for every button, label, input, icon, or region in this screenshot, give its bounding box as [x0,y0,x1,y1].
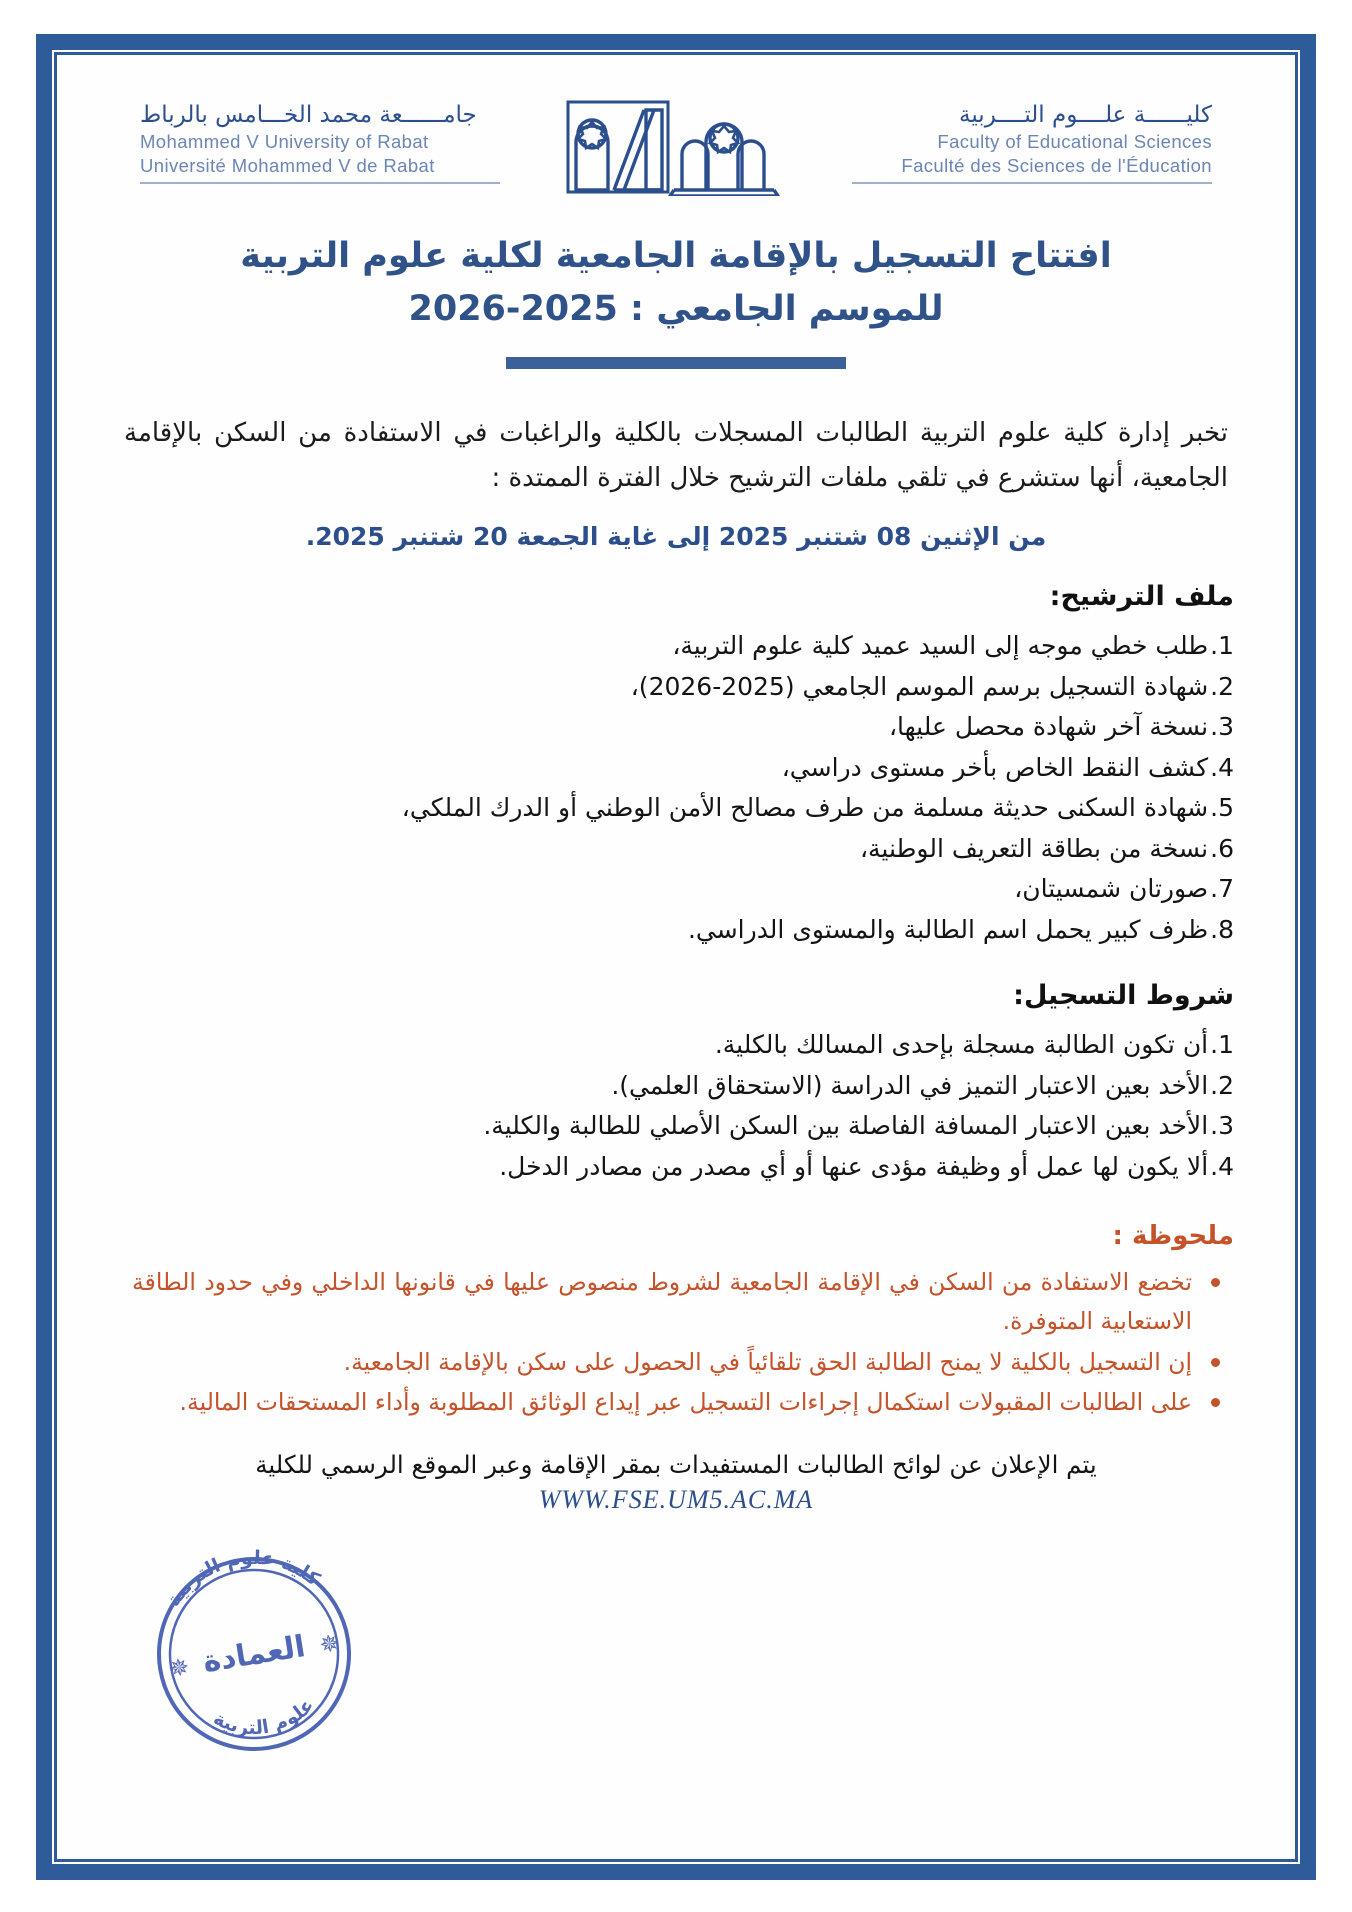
faculty-logo-rule [852,182,1212,184]
university-logo-block [140,102,500,184]
list-item: 5.شهادة السكنى حديثة مسلمة من طرف مصالح الأمن الوطني أو الدرك الملكي، [401,793,1234,823]
title-underline-bar [506,357,846,369]
svg-text:✵: ✵ [167,1652,192,1684]
list-item-text: شهادة السكنى حديثة مسلمة من طرف مصالح الأمن الوطني أو الدرك الملكي، [401,793,1209,823]
list-item: 1.طلب خطي موجه إلى السيد عميد كلية علوم التربية، [672,631,1234,661]
documents-list [118,626,1234,950]
footer-announcement-text: يتم الإعلان عن لوائح الطالبات المستفيدات بمقر الإقامة وعبر الموقع الرسمي للكلية [255,1449,1097,1479]
section-heading-conditions: شروط التسجيل: [1013,980,1234,1012]
intro-paragraph: تخبر إدارة كلية علوم التربية الطالبات المسجلات بالكلية والراغبات في الاستفادة من السكن بالإقامة الجامعية، أنها ستشرع في تلقي ملفات الترشيح خلال الفترة الممتدة : [124,418,1228,493]
faculty-name-english: Faculty of Educational Sciences [937,131,1212,153]
list-item: 3.الأخد بعين الاعتبار المسافة الفاصلة بين السكن الأصلي للطالبة والكلية. [483,1111,1234,1141]
university-name-french: Université Mohammed V de Rabat [140,154,435,176]
list-item-text: ألا يكون لها عمل أو وظيفة مؤدى عنها أو أي مصدر من مصادر الدخل. [499,1151,1209,1181]
list-item: إن التسجيل بالكلية لا يمنح الطالبة الحق تلقائياً في الحصول على سكن بالإقامة الجامعية. [132,1343,1228,1382]
list-item: 2.شهادة التسجيل برسم الموسم الجامعي (2025-2026)، [630,671,1234,701]
application-period-date: من الإثنين 08 شتنبر 2025 إلى غاية الجمعة 20 شتنبر 2025. [305,522,1047,552]
list-item: 4.ألا يكون لها عمل أو وظيفة مؤدى عنها أو أي مصدر من مصادر الدخل. [499,1151,1234,1181]
section-heading-documents: ملف الترشيح: [1049,581,1234,613]
institution-crest-icon [561,98,791,196]
university-name-english: Mohammed V University of Rabat [140,131,429,153]
faculty-name-french: Faculté des Sciences de l'Éducation [901,154,1212,176]
stamp-center-text: العمادة [200,1629,308,1680]
poster-content [70,68,1282,1846]
list-item: 7.صورتان شمسيتان، [1014,874,1234,904]
list-item: 8.ظرف كبير يحمل اسم الطالبة والمستوى الدراسي. [687,914,1234,944]
list-item-text: الأخد بعين الاعتبار المسافة الفاصلة بين السكن الأصلي للطالبة والكلية. [483,1111,1209,1141]
header-logo-band [118,94,1234,196]
list-item: 2.الأخد بعين الاعتبار التميز في الدراسة (الاستحقاق العلمي). [611,1070,1234,1100]
list-item: 4.كشف النقط الخاص بأخر مستوى دراسي، [781,752,1234,782]
page-title-line-1: افتتاح التسجيل بالإقامة الجامعية لكلية علوم التربية [240,236,1112,276]
footer-website-url[interactable]: WWW.FSE.UM5.AC.MA [538,1484,814,1514]
list-item: تخضع الاستفادة من السكن في الإقامة الجامعية لشروط منصوص عليها في قانونها الداخلي وفي حدود الطاقة الاستعابية المتوفرة. [132,1263,1228,1340]
list-item-text: صورتان شمسيتان، [1014,874,1209,904]
faculty-logo-block [852,102,1212,184]
list-item-text: ظرف كبير يحمل اسم الطالبة والمستوى الدراسي. [687,914,1209,944]
list-item-text: نسخة آخر شهادة محصل عليها، [888,712,1209,742]
list-item: 1.أن تكون الطالبة مسجلة بإحدى المسالك بالكلية. [714,1030,1234,1060]
svg-text:✵: ✵ [317,1628,342,1660]
section-heading-note: ملحوظة : [1112,1221,1234,1252]
list-item-text: الأخد بعين الاعتبار التميز في الدراسة (الاستحقاق العلمي). [611,1070,1209,1100]
list-item: على الطالبات المقبولات استكمال إجراءات التسجيل عبر إيداع الوثائق المطلوبة وأداء المستحقات المالية. [132,1383,1228,1422]
list-item-text: نسخة من بطاقة التعريف الوطنية، [859,833,1209,863]
list-item-text: كشف النقط الخاص بأخر مستوى دراسي، [781,752,1209,782]
list-item: 6.نسخة من بطاقة التعريف الوطنية، [859,833,1234,863]
conditions-list [118,1025,1234,1187]
university-name-arabic: جامــــــعة محمد الخـــامس بالرباط [140,102,477,128]
page-title [118,230,1234,369]
university-logo-rule [140,182,500,184]
list-item-text: أن تكون الطالبة مسجلة بإحدى المسالك بالكلية. [714,1030,1209,1060]
faculty-name-arabic: كليــــــة علــــوم التــــربية [959,102,1212,128]
note-list [118,1263,1234,1421]
list-item: 3.نسخة آخر شهادة محصل عليها، [888,712,1234,742]
list-item-text: طلب خطي موجه إلى السيد عميد كلية علوم التربية، [672,631,1209,661]
page-title-line-2: للموسم الجامعي : 2025-2026 [408,288,944,329]
list-item-text: شهادة التسجيل برسم الموسم الجامعي (2025-2026)، [630,671,1209,701]
stamp-top-text: كلية علوم التربية [162,1546,324,1611]
stamp-bottom-text: علوم التربية [209,1694,319,1740]
